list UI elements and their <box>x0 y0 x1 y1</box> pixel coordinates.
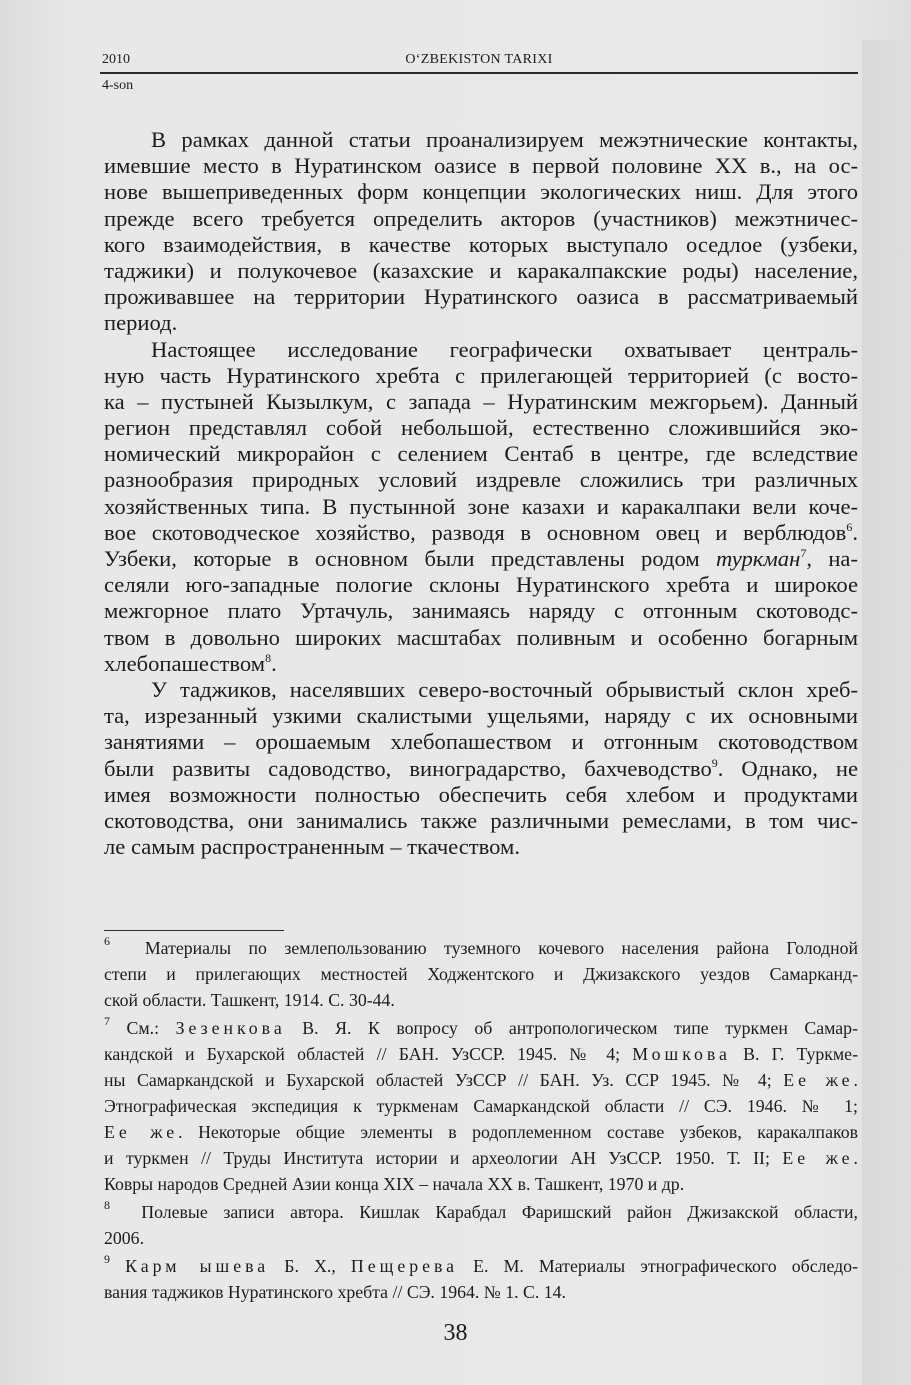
body-line: та, изрезанный узкими скалистыми ущельями, наряду с их основными <box>104 703 858 729</box>
footnote-6 <box>104 935 858 1013</box>
body-line: ка – пустыней Кызылкум, с запада – Нуратинским межгорьем). Данный <box>104 388 858 414</box>
footnote-line <box>104 1015 858 1041</box>
footnotes <box>104 935 858 1307</box>
author-name: Зезенкова <box>175 1018 286 1038</box>
body-line: твом в довольно широких масштабах поливным и особенно богарным <box>104 624 858 650</box>
footnote-text: . Некоторые общие элементы в родоплеменном составе узбеков, каракалпаков <box>178 1122 858 1142</box>
page-number: 38 <box>443 1320 468 1346</box>
footnote-text: ны Самаркандской и Бухарской областей УзССР // БАН. Уз. ССР 1945. № 4; <box>104 1070 784 1090</box>
footnote-line: ской области. Ташкент, 1914. С. 30-44. <box>104 990 395 1010</box>
footnote-text: В. Г. Туркме- <box>730 1044 858 1064</box>
header-journal-title: O‘ZBEKISTON TARIXI <box>405 52 553 67</box>
body-line: Настоящее исследование географически охватывает централь- <box>151 336 858 362</box>
body-line: кого взаимодействия, в качестве которых выступало оседлое (узбеки, <box>104 231 858 257</box>
footnote-text: . <box>853 1070 858 1090</box>
body-text: вое скотоводческое хозяйство, разводя в основном овец и верблюдов <box>104 519 847 545</box>
footnote-line <box>104 1067 858 1093</box>
footnote-line: Этнографическая экспедиция к туркменам Самаркандской области // СЭ. 1946. № 1; <box>104 1096 858 1116</box>
body-line: У таджиков, населявших северо-восточный обрывистый склон хреб- <box>151 676 858 702</box>
author-name: Мошкова <box>632 1044 731 1064</box>
footnote-text: Е. М. Материалы этнографического обследо- <box>458 1256 858 1276</box>
footnote-line <box>104 1119 858 1145</box>
body-line: проживавшее на территории Нуратинского оазиса в рассматриваемый <box>104 284 858 310</box>
author-name: Пещерева <box>350 1256 459 1276</box>
body-line: скотоводства, они занимались также различными ремеслами, в том чис- <box>104 807 858 833</box>
body-line: номический микрорайон с селением Сентаб в центре, где вследствие <box>104 441 858 467</box>
footnote-ref: 9 <box>711 755 718 770</box>
footnote-text: См.: <box>126 1018 176 1038</box>
body-text: Узбеки, которые в основном были представлены родом <box>104 546 717 571</box>
header-year: 2010 <box>102 52 130 67</box>
footnote-7 <box>104 1015 858 1197</box>
body-text: . <box>271 650 277 676</box>
body-line: межгорное плато Уртачуль, занимаясь наряду с отгонным скотоводс- <box>104 598 858 624</box>
body-line: селяли юго-западные пологие склоны Нуратинского хребта и широкое <box>104 572 858 598</box>
body-line: В рамках данной статьи проанализируем межэтнические контакты, <box>151 127 858 152</box>
body-line: период. <box>104 310 178 336</box>
footnote-line: вания таджиков Нуратинского хребта // СЭ. 1964. № 1. С. 14. <box>104 1282 566 1302</box>
footnote-text: Материалы по землепользованию туземного кочевого населения района Голодной <box>144 938 858 958</box>
footnote-line: степи и прилегающих местностей Ходжентского и Джизакского уездов Самарканд- <box>104 964 858 984</box>
footnote-line <box>104 1145 858 1171</box>
footnote-line <box>104 1041 858 1067</box>
footnote-9 <box>104 1253 858 1305</box>
article-body <box>104 127 858 860</box>
body-text: . Однако, не <box>717 755 858 781</box>
footnote-line <box>104 1199 858 1225</box>
body-line: нове вышеприведенных форм концепции экологических ниш. Для этого <box>104 179 858 205</box>
footnote-number: 9 <box>104 1252 110 1266</box>
body-line: регион представлял собой небольшой, естественно сложившийся эко- <box>104 415 858 441</box>
footnote-text: кандской и Бухарской областей // БАН. УзССР. 1945. № 4; <box>104 1044 633 1064</box>
body-line: ле самым распространенным – ткачеством. <box>104 834 520 860</box>
author-name: Ее же <box>104 1122 179 1142</box>
body-line: имея возможности полностью обеспечить себя хлебом и продуктами <box>104 781 858 807</box>
footnote-separator <box>104 930 284 931</box>
footnote-number: 6 <box>104 934 110 948</box>
footnote-text: В. Я. К вопросу об антропологическом типе туркмен Самар- <box>285 1018 858 1038</box>
body-text: были развиты садоводство, виноградарство, бахчеводство <box>104 755 712 781</box>
body-text: , на- <box>806 546 858 571</box>
footnote-text: и туркмен // Труды Института истории и археологии АН УзССР. 1950. Т. II; <box>104 1148 783 1168</box>
body-line <box>104 546 858 572</box>
page-edge-shadow <box>862 40 911 1385</box>
footnote-8 <box>104 1199 858 1251</box>
body-line: разнообразия природных условий издревле сложились три различных <box>104 467 858 493</box>
body-line <box>104 756 858 782</box>
footnote-number: 7 <box>104 1014 110 1028</box>
footnote-number: 8 <box>104 1198 110 1212</box>
footnote-line: Ковры народов Средней Азии конца XIX – начала XX в. Ташкент, 1970 и др. <box>104 1174 685 1194</box>
body-line: хозяйственных типа. В пустынной зоне казахи и каракалпаки вели коче- <box>104 493 858 519</box>
author-name: Ее же <box>783 1070 854 1090</box>
body-text: . <box>852 519 858 545</box>
footnote-text: Полевые записи автора. Кишлак Карабдал Фаришский район Джизакской области, <box>141 1202 859 1222</box>
footnote-line <box>104 935 858 961</box>
footnote-ref: 7 <box>800 546 807 560</box>
footnote-ref: 8 <box>265 650 272 665</box>
body-line: занятиями – орошаемым хлебопашеством и отгонным скотоводством <box>104 729 858 755</box>
body-line: имевшие место в Нуратинском оазисе в первой половине XX в., на ос- <box>104 153 858 179</box>
body-line <box>104 520 858 546</box>
author-name: Ее же <box>782 1148 854 1168</box>
footnote-line: 2006. <box>104 1228 145 1248</box>
footnote-text: Б. Х., <box>269 1256 351 1276</box>
body-text: хлебопашеством <box>104 650 266 676</box>
author-name: Карм ышева <box>125 1256 270 1276</box>
body-line: ную часть Нуратинского хребта с прилегающей территорией (с восто- <box>104 362 858 388</box>
body-line <box>104 651 858 677</box>
italic-term: туркман <box>716 546 801 571</box>
footnote-text: . <box>853 1148 858 1168</box>
footnote-line <box>104 1253 858 1279</box>
running-header <box>100 50 858 74</box>
body-line: таджики) и полукочевое (казахские и каракалпакские роды) население, <box>104 257 858 283</box>
header-issue: 4-son <box>102 78 134 93</box>
footnote-ref: 6 <box>846 519 853 534</box>
body-line: прежде всего требуется определить акторов (участников) межэтничес- <box>104 205 858 231</box>
